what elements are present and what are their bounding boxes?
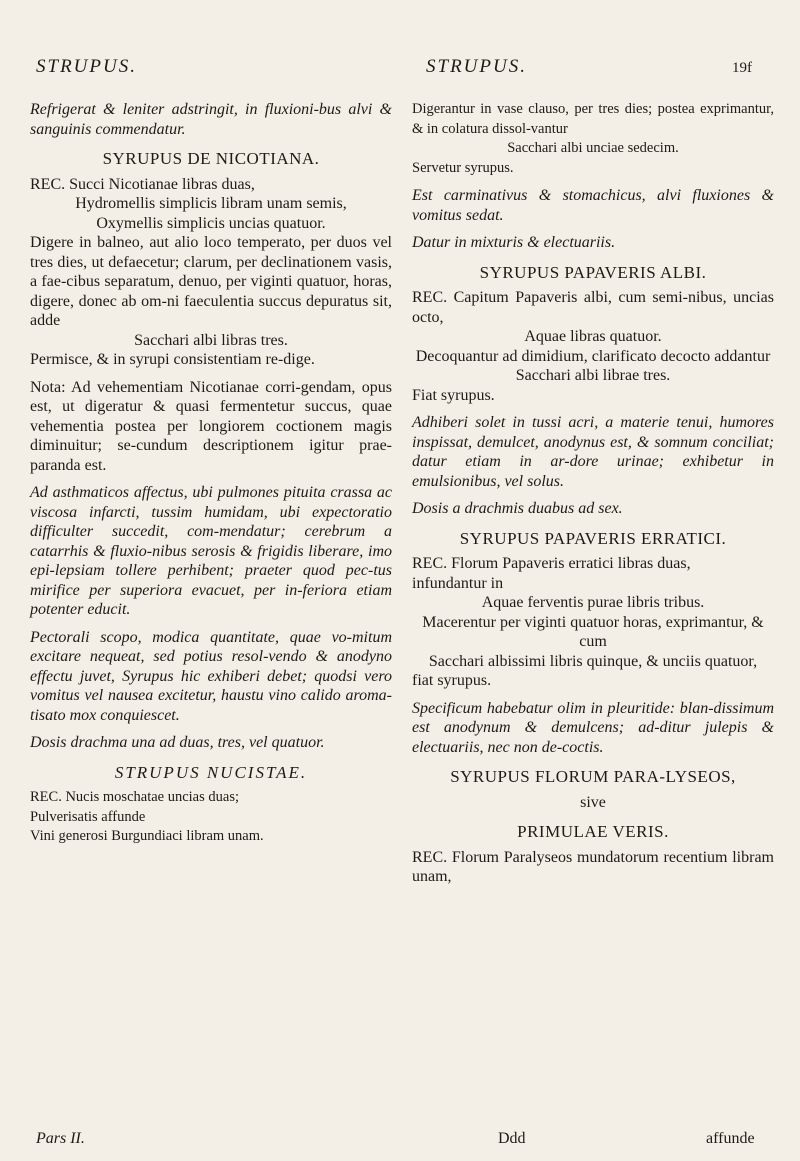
text-paragraph: Macerentur per viginti quatuor horas, exprimantur, & cum <box>422 613 764 650</box>
text-paragraph: Specificum habebatur olim in pleuritide: blan-dissimum est anodynum & demulcens; ad-ditur julepis & electuariis, nec non de-coctis. <box>412 699 774 756</box>
text-paragraph: Dosis a drachmis duabus ad sex. <box>412 500 623 517</box>
running-head-left: STRUPUS. <box>36 56 137 77</box>
text-paragraph: Digerantur in vase clauso, per tres dies; postea exprimantur, & in colatura dissol-vantur <box>412 101 774 137</box>
text-paragraph: Hydromellis simplicis libram unam semis, <box>75 195 347 212</box>
text-paragraph: Oxymellis simplicis uncias quatuor. <box>96 214 326 232</box>
text-paragraph: infundantur in <box>412 574 504 592</box>
text-paragraph: Vini generosi Burgundiaci libram unam. <box>30 828 264 844</box>
section-heading: STRUPUS NUCISTAE. <box>114 762 308 782</box>
text-paragraph: Adhiberi solet in tussi acri, a materie tenui, humores inspissat, demulcet, anodynus est, & somnum conciliat; datur etiam in ar-dore urinae; exhibetur in emulsionibus, vel solus. <box>412 414 774 490</box>
text-paragraph: Aquae libras quatuor. <box>524 328 662 345</box>
text-paragraph: Datur in mixturis & electuariis. <box>412 234 616 251</box>
running-head-right: STRUPUS. <box>426 56 527 77</box>
section-heading: SYRUPUS PAPAVERIS ERRATICI. <box>459 528 727 548</box>
catchword: affunde <box>706 1130 755 1147</box>
text-paragraph: fiat syrupus. <box>412 672 492 689</box>
text-paragraph: REC. Nucis moschatae uncias duas; <box>30 789 239 805</box>
right-column <box>412 100 774 887</box>
text-paragraph: Fiat syrupus. <box>412 386 495 404</box>
section-heading: SYRUPUS PAPAVERIS ALBI. <box>479 262 707 282</box>
text-paragraph: sive <box>580 793 606 811</box>
section-heading: SYRUPUS DE NICOTIANA. <box>102 149 320 168</box>
signature-part-mark: Pars II. <box>36 1130 85 1147</box>
section-heading: PRIMULAE VERIS. <box>517 822 669 841</box>
text-paragraph: Est carminativus & stomachicus, alvi fluxiones & vomitus sedat. <box>412 187 774 224</box>
text-paragraph: REC. Florum Papaveris erratici libras duas, <box>412 555 691 572</box>
signature-mark: Ddd <box>498 1130 526 1147</box>
text-paragraph: Sacchari albi libras tres. <box>134 331 288 349</box>
text-paragraph: Ad asthmaticos affectus, ubi pulmones pituita crassa ac viscosa infarcti, tussim humidam, ubi expectoratio difficulter succedit, com-mendatur; cerebrum a catarrhis & fluxio-nibus serosis & frigidis liberare, imo epi-lepsiam tollere perhibent; praeter quod pec-tus mirifice per superiora evacuet, per in-feriora etiam potenter educit. <box>30 484 392 618</box>
page-number: 19f <box>732 60 752 76</box>
left-column <box>30 100 392 847</box>
text-paragraph: Sacchari albi librae tres. <box>515 367 671 384</box>
text-paragraph: Decoquantur ad dimidium, clarificato decocto addantur <box>415 347 771 365</box>
text-paragraph: Digere in balneo, aut alio loco temperato, per duos vel tres dies, ut defaecetur; clarum, per declinationem vasis, a fae-cibus separatum, denuo, per viginti quatuor, horas, digere, donec ab om-ni faeculentia succus depuratus sit, adde <box>30 234 392 329</box>
text-paragraph: REC. Capitum Papaveris albi, cum semi-nibus, uncias octo, <box>412 289 774 326</box>
text-paragraph: Pulverisatis affunde <box>30 808 146 825</box>
section-heading: SYRUPUS FLORUM PARA-LYSEOS, <box>450 767 736 786</box>
text-paragraph: REC. Florum Paralyseos mundatorum recentium libram unam, <box>412 848 774 885</box>
text-paragraph: Sacchari albi unciae sedecim. <box>507 140 679 156</box>
text-paragraph: Permisce, & in syrupi consistentiam re-dige. <box>30 351 315 368</box>
text-paragraph: Pectorali scopo, modica quantitate, quae vo-mitum excitare nequeat, sed potius resol-vendo & anodyno effectu juvet, Syrupus hic exhiberi debet; quodsi vero vomitus vel nausea excitetur, haustu vino calido aroma-tisato mox conquiescet. <box>30 628 392 724</box>
text-paragraph: REC. Succi Nicotianae libras duas, <box>30 175 255 193</box>
text-paragraph: Nota: Ad vehementiam Nicotianae corri-gendam, opus est, ut digeratur & quasi fermentetur succus, quae vehementia postea per longiorem coctionem magis diminuitur; se-cundum descriptionem igitur prae-paranda est. <box>30 378 392 474</box>
text-paragraph: Dosis drachma una ad duas, tres, vel quatuor. <box>30 734 325 751</box>
text-paragraph: Sacchari albissimi libris quinque, & unciis quatuor, <box>428 652 758 670</box>
text-paragraph: Refrigerat & leniter adstringit, in fluxioni-bus alvi & sanguinis commendatur. <box>30 101 392 138</box>
text-paragraph: Servetur syrupus. <box>412 159 514 176</box>
text-paragraph: Aquae ferventis purae libris tribus. <box>481 594 705 611</box>
